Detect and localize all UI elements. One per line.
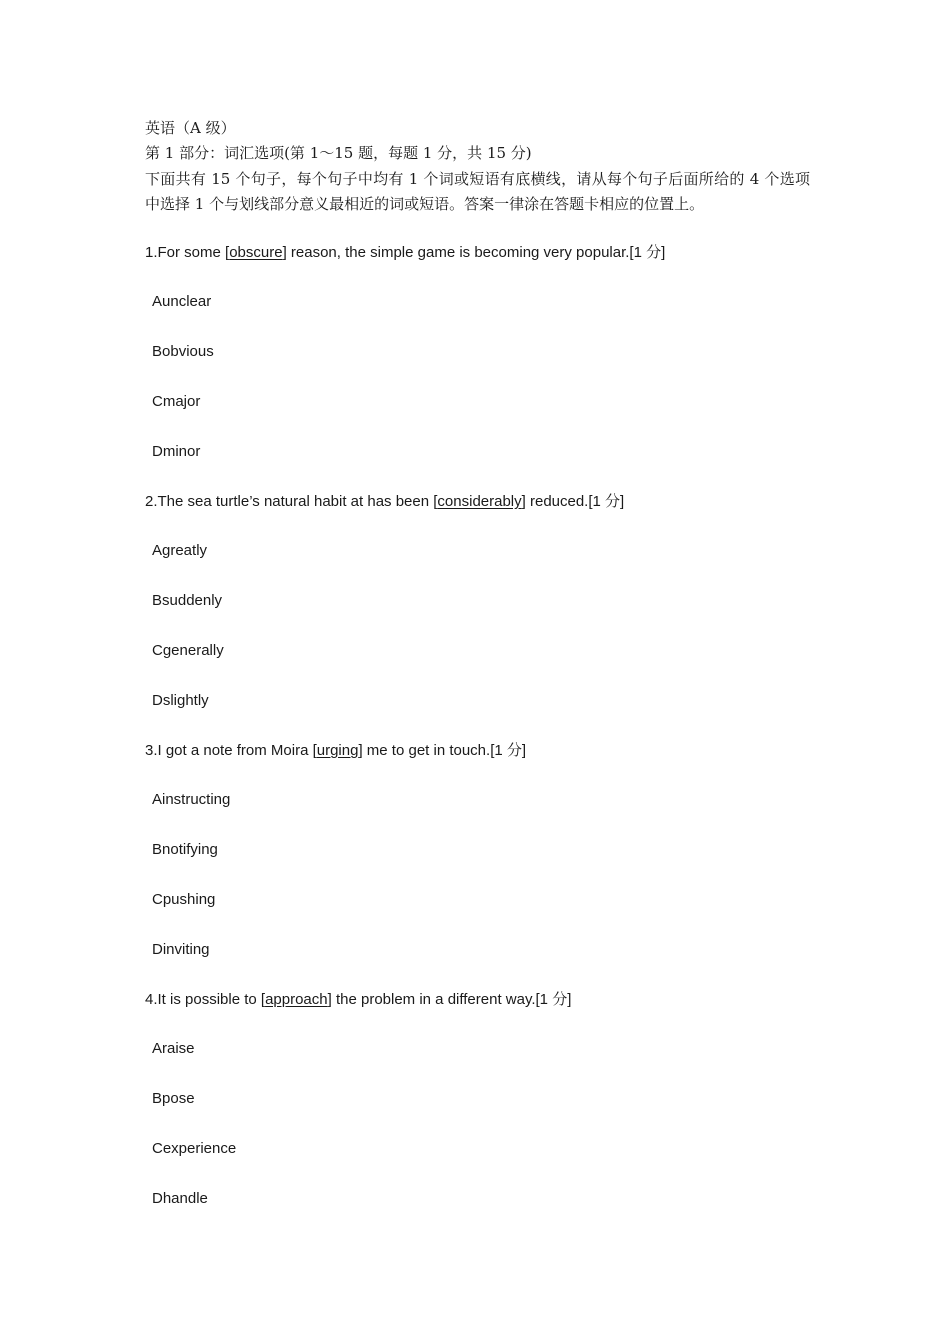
instructions-paragraph: 下面共有 15 个句子，每个句子中均有 1 个词或短语有底横线，请从每个句子后面所给的 4 个选项中选择 1 个与划线部分意义最相近的词或短语。答案一律涂在答题卡相应的位置上。 (145, 170, 810, 213)
option-c: Cmajor (152, 393, 201, 410)
question-text-after: ] reduced.[1 分] (521, 493, 625, 510)
question-text-after: ] reason, the simple game is becoming very popular.[1 分] (282, 244, 666, 261)
question-text-before: 1.For some [ (145, 244, 230, 261)
question-3 (145, 741, 526, 761)
question-text-after: ] me to get in touch.[1 分] (358, 742, 527, 759)
underlined-keyword: obscure (229, 244, 283, 261)
exam-title: 英语（A 级） (145, 119, 236, 137)
option-a: Agreatly (152, 542, 208, 559)
question-text-before: 2.The sea turtle’s natural habit at has been [ (145, 493, 438, 510)
option-d: Dminor (152, 443, 201, 460)
option-a: Aunclear (152, 293, 212, 310)
option-b: Bsuddenly (152, 592, 223, 609)
option-c: Cpushing (152, 891, 216, 908)
question-text-before: 3.I got a note from Moira [ (145, 742, 317, 759)
option-d: Dinviting (152, 941, 210, 958)
question-1 (145, 243, 665, 263)
option-b: Bnotifying (152, 841, 218, 858)
option-c: Cexperience (152, 1140, 237, 1157)
underlined-keyword: urging (316, 742, 359, 759)
option-b: Bpose (152, 1090, 195, 1107)
option-d: Dhandle (152, 1190, 208, 1207)
option-c: Cgenerally (152, 642, 224, 659)
question-4 (145, 990, 571, 1010)
underlined-keyword: approach (265, 991, 328, 1008)
option-a: Ainstructing (152, 791, 231, 808)
question-text-before: 4.It is possible to [ (145, 991, 266, 1008)
option-a: Araise (152, 1040, 195, 1057)
underlined-keyword: considerably (437, 493, 522, 510)
question-2 (145, 492, 624, 512)
part-heading: 第 1 部分：词汇选项(第 1～15 题，每题 1 分，共 15 分) (145, 144, 532, 162)
question-text-after: ] the problem in a different way.[1 分] (327, 991, 572, 1008)
option-d: Dslightly (152, 692, 209, 709)
option-b: Bobvious (152, 343, 214, 360)
